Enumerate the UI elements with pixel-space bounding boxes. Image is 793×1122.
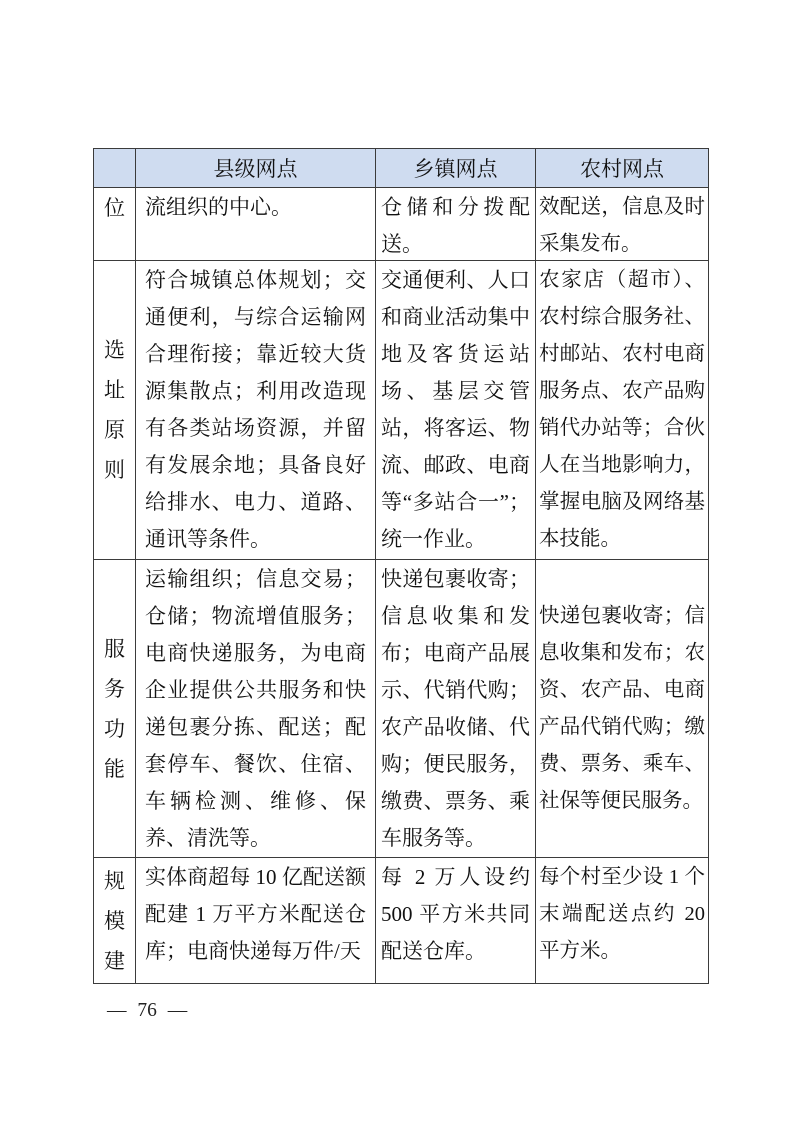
- cell-scale-county: 实体商超每 10 亿配送额配建 1 万平方米配送仓库；电商快递每万件/天: [136, 858, 376, 984]
- cell-position-rural: 效配送，信息及时采集发布。: [536, 188, 709, 261]
- cell-scale-rural: 每个村至少设 1 个末端配送点约 20 平方米。: [536, 858, 709, 984]
- header-corner-cell: [94, 149, 136, 188]
- cell-service-township: 快递包裹收寄；信息收集和发布；电商产品展示、代销代购；农产品收储、代购；便民服务，缴费、票务、乘车服务等。: [376, 560, 536, 858]
- header-county-outlets: 县级网点: [136, 149, 376, 188]
- table-header-row: [94, 149, 709, 188]
- outlet-comparison-table: [93, 148, 709, 984]
- cell-service-rural: 快递包裹收寄；信息收集和发布；农资、农产品、电商产品代销代购；缴费、票务、乘车、社保等便民服务。: [536, 560, 709, 858]
- row-label-service-functions: 服务功能: [94, 560, 136, 858]
- table-row-scale-construction: [94, 858, 709, 984]
- row-label-site-selection: 选址原则: [94, 261, 136, 560]
- table-row-site-selection: [94, 261, 709, 560]
- page-number: — 76 —: [107, 1000, 188, 1021]
- cell-position-county: 流组织的中心。: [136, 188, 376, 261]
- table-row-position: [94, 188, 709, 261]
- cell-site-county: 符合城镇总体规划；交通便利，与综合运输网合理衔接；靠近较大货源集散点；利用改造现有各类站场资源，并留有发展余地；具备良好给排水、电力、道路、通讯等条件。: [136, 261, 376, 560]
- cell-position-township: 仓储和分拨配送。: [376, 188, 536, 261]
- cell-site-rural: 农家店（超市）、农村综合服务社、村邮站、农村电商服务点、农产品购销代办站等；合伙人在当地影响力，掌握电脑及网络基本技能。: [536, 261, 709, 560]
- cell-site-township: 交通便利、人口和商业活动集中地及客货运站场、基层交管站，将客运、物流、邮政、电商等“多站合一”；统一作业。: [376, 261, 536, 560]
- table-row-service-functions: [94, 560, 709, 858]
- cell-service-county: 运输组织；信息交易；仓储；物流增值服务；电商快递服务，为电商企业提供公共服务和快递包裹分拣、配送；配套停车、餐饮、住宿、车辆检测、维修、保养、清洗等。: [136, 560, 376, 858]
- cell-scale-township: 每 2 万人设约 500 平方米共同配送仓库。: [376, 858, 536, 984]
- header-township-outlets: 乡镇网点: [376, 149, 536, 188]
- row-label-position: 位: [94, 188, 136, 261]
- header-rural-outlets: 农村网点: [536, 149, 709, 188]
- row-label-scale-construction: 规模建: [94, 858, 136, 984]
